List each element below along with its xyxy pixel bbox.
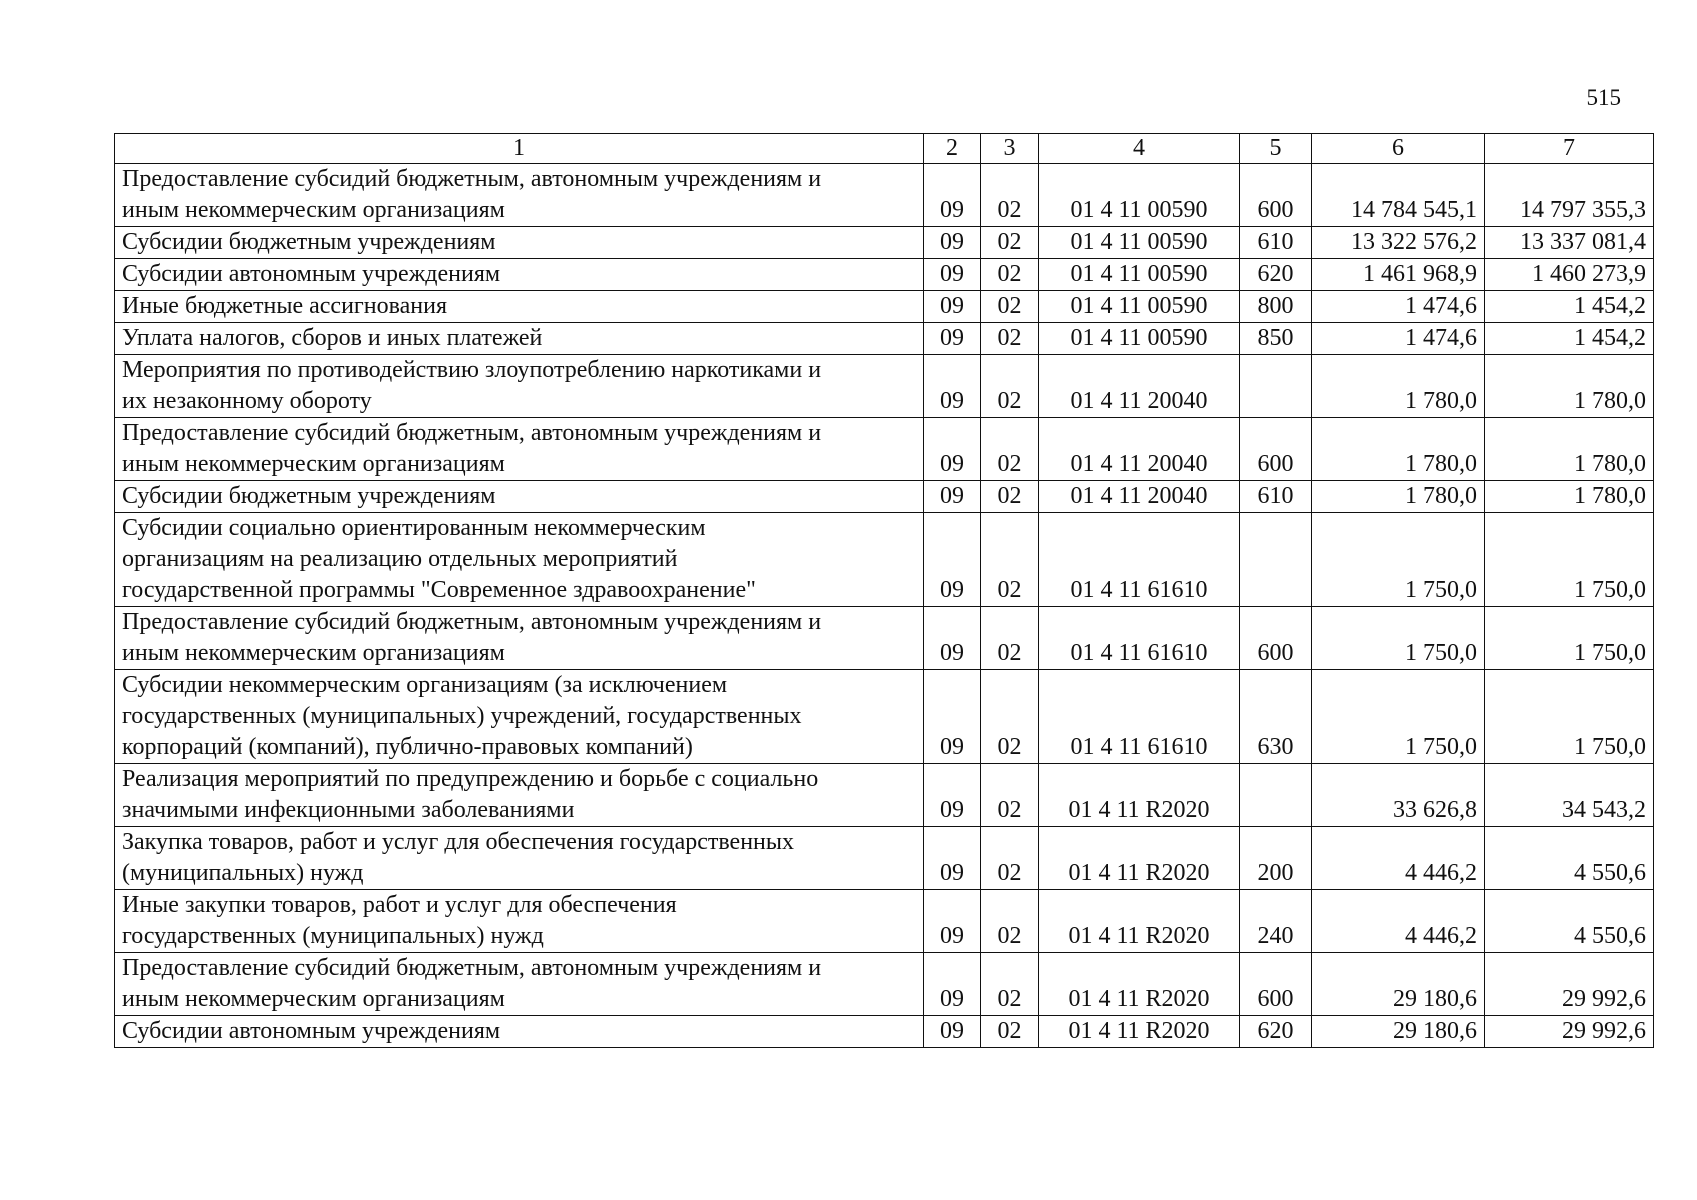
amount-year1-cell: 13 322 576,2 [1312,227,1485,259]
section-code-cell: 09 [924,513,981,607]
row-name-cell: Предоставление субсидий бюджетным, автономным учреждениям и иным некоммерческим организациям [115,418,924,481]
table-row [115,259,1654,291]
column-header: 2 [924,134,981,164]
amount-year1-cell: 4 446,2 [1312,827,1485,890]
amount-year2-cell: 4 550,6 [1485,890,1654,953]
row-name-cell: Субсидии бюджетным учреждениям [115,227,924,259]
budget-table [114,133,1654,1048]
expense-type-cell: 850 [1240,323,1312,355]
row-name-cell: Субсидии автономным учреждениям [115,259,924,291]
amount-year1-cell: 1 780,0 [1312,481,1485,513]
target-article-cell: 01 4 11 00590 [1039,291,1240,323]
table-row [115,764,1654,827]
subsection-code-cell: 02 [981,481,1039,513]
expense-type-cell: 610 [1240,227,1312,259]
target-article-cell: 01 4 11 61610 [1039,513,1240,607]
expense-type-cell: 800 [1240,291,1312,323]
column-header: 1 [115,134,924,164]
table-header-row [115,134,1654,164]
section-code-cell: 09 [924,227,981,259]
table-row [115,481,1654,513]
amount-year1-cell: 4 446,2 [1312,890,1485,953]
table-row [115,953,1654,1016]
column-header: 4 [1039,134,1240,164]
section-code-cell: 09 [924,418,981,481]
expense-type-cell: 600 [1240,953,1312,1016]
table-row [115,227,1654,259]
subsection-code-cell: 02 [981,764,1039,827]
target-article-cell: 01 4 11 61610 [1039,670,1240,764]
table-body [115,164,1654,1048]
row-name-cell: Субсидии автономным учреждениям [115,1016,924,1048]
amount-year2-cell: 29 992,6 [1485,1016,1654,1048]
column-header: 6 [1312,134,1485,164]
target-article-cell: 01 4 11 00590 [1039,164,1240,227]
amount-year2-cell: 1 454,2 [1485,291,1654,323]
amount-year2-cell: 14 797 355,3 [1485,164,1654,227]
amount-year2-cell: 1 780,0 [1485,481,1654,513]
table-row [115,1016,1654,1048]
expense-type-cell: 600 [1240,418,1312,481]
amount-year1-cell: 1 780,0 [1312,355,1485,418]
expense-type-cell: 620 [1240,259,1312,291]
table-row [115,291,1654,323]
row-name-cell: Мероприятия по противодействию злоупотреблению наркотиками и их незаконному обороту [115,355,924,418]
section-code-cell: 09 [924,607,981,670]
table-row [115,164,1654,227]
amount-year2-cell: 1 750,0 [1485,513,1654,607]
expense-type-cell [1240,355,1312,418]
target-article-cell: 01 4 11 R2020 [1039,890,1240,953]
expense-type-cell: 600 [1240,164,1312,227]
row-name-cell: Субсидии социально ориентированным некоммерческим организациям на реализацию отдельных мероприятий государственной программы "Современное здравоохранение" [115,513,924,607]
row-name-cell: Иные закупки товаров, работ и услуг для обеспечения государственных (муниципальных) нужд [115,890,924,953]
amount-year1-cell: 29 180,6 [1312,953,1485,1016]
target-article-cell: 01 4 11 20040 [1039,418,1240,481]
subsection-code-cell: 02 [981,164,1039,227]
subsection-code-cell: 02 [981,670,1039,764]
row-name-cell: Закупка товаров, работ и услуг для обеспечения государственных (муниципальных) нужд [115,827,924,890]
subsection-code-cell: 02 [981,890,1039,953]
expense-type-cell: 600 [1240,607,1312,670]
table-row [115,323,1654,355]
target-article-cell: 01 4 11 20040 [1039,355,1240,418]
section-code-cell: 09 [924,355,981,418]
subsection-code-cell: 02 [981,418,1039,481]
expense-type-cell [1240,764,1312,827]
section-code-cell: 09 [924,670,981,764]
table-row [115,513,1654,607]
column-header: 3 [981,134,1039,164]
table-row [115,355,1654,418]
subsection-code-cell: 02 [981,259,1039,291]
table-row [115,607,1654,670]
subsection-code-cell: 02 [981,827,1039,890]
amount-year1-cell: 1 461 968,9 [1312,259,1485,291]
amount-year2-cell: 34 543,2 [1485,764,1654,827]
section-code-cell: 09 [924,164,981,227]
expense-type-cell: 240 [1240,890,1312,953]
section-code-cell: 09 [924,259,981,291]
amount-year2-cell: 29 992,6 [1485,953,1654,1016]
target-article-cell: 01 4 11 R2020 [1039,953,1240,1016]
row-name-cell: Иные бюджетные ассигнования [115,291,924,323]
row-name-cell: Предоставление субсидий бюджетным, автономным учреждениям и иным некоммерческим организациям [115,164,924,227]
section-code-cell: 09 [924,1016,981,1048]
section-code-cell: 09 [924,481,981,513]
column-header: 7 [1485,134,1654,164]
row-name-cell: Субсидии бюджетным учреждениям [115,481,924,513]
table-row [115,418,1654,481]
row-name-cell: Предоставление субсидий бюджетным, автономным учреждениям и иным некоммерческим организациям [115,953,924,1016]
amount-year2-cell: 1 454,2 [1485,323,1654,355]
subsection-code-cell: 02 [981,953,1039,1016]
amount-year1-cell: 33 626,8 [1312,764,1485,827]
target-article-cell: 01 4 11 00590 [1039,323,1240,355]
target-article-cell: 01 4 11 R2020 [1039,827,1240,890]
table-row [115,890,1654,953]
amount-year1-cell: 1 474,6 [1312,291,1485,323]
section-code-cell: 09 [924,291,981,323]
expense-type-cell: 200 [1240,827,1312,890]
amount-year2-cell: 13 337 081,4 [1485,227,1654,259]
amount-year2-cell: 1 780,0 [1485,355,1654,418]
row-name-cell: Уплата налогов, сборов и иных платежей [115,323,924,355]
amount-year2-cell: 1 750,0 [1485,670,1654,764]
amount-year1-cell: 14 784 545,1 [1312,164,1485,227]
amount-year1-cell: 1 780,0 [1312,418,1485,481]
page-number: 515 [1586,85,1621,110]
target-article-cell: 01 4 11 R2020 [1039,764,1240,827]
expense-type-cell: 630 [1240,670,1312,764]
amount-year2-cell: 1 750,0 [1485,607,1654,670]
row-name-cell: Предоставление субсидий бюджетным, автономным учреждениям и иным некоммерческим организациям [115,607,924,670]
amount-year2-cell: 1 460 273,9 [1485,259,1654,291]
subsection-code-cell: 02 [981,513,1039,607]
section-code-cell: 09 [924,323,981,355]
table-row [115,670,1654,764]
section-code-cell: 09 [924,890,981,953]
subsection-code-cell: 02 [981,323,1039,355]
target-article-cell: 01 4 11 00590 [1039,227,1240,259]
subsection-code-cell: 02 [981,291,1039,323]
subsection-code-cell: 02 [981,607,1039,670]
target-article-cell: 01 4 11 00590 [1039,259,1240,291]
amount-year2-cell: 1 780,0 [1485,418,1654,481]
target-article-cell: 01 4 11 R2020 [1039,1016,1240,1048]
expense-type-cell: 610 [1240,481,1312,513]
amount-year1-cell: 1 474,6 [1312,323,1485,355]
amount-year1-cell: 1 750,0 [1312,607,1485,670]
target-article-cell: 01 4 11 20040 [1039,481,1240,513]
expense-type-cell [1240,513,1312,607]
amount-year1-cell: 1 750,0 [1312,670,1485,764]
row-name-cell: Реализация мероприятий по предупреждению и борьбе с социально значимыми инфекционными заболеваниями [115,764,924,827]
table-row [115,827,1654,890]
section-code-cell: 09 [924,953,981,1016]
row-name-cell: Субсидии некоммерческим организациям (за исключением государственных (муниципальных) учреждений, государственных корпораций (компаний), публично-правовых компаний) [115,670,924,764]
expense-type-cell: 620 [1240,1016,1312,1048]
target-article-cell: 01 4 11 61610 [1039,607,1240,670]
subsection-code-cell: 02 [981,355,1039,418]
section-code-cell: 09 [924,764,981,827]
section-code-cell: 09 [924,827,981,890]
amount-year2-cell: 4 550,6 [1485,827,1654,890]
subsection-code-cell: 02 [981,227,1039,259]
amount-year1-cell: 29 180,6 [1312,1016,1485,1048]
subsection-code-cell: 02 [981,1016,1039,1048]
amount-year1-cell: 1 750,0 [1312,513,1485,607]
column-header: 5 [1240,134,1312,164]
